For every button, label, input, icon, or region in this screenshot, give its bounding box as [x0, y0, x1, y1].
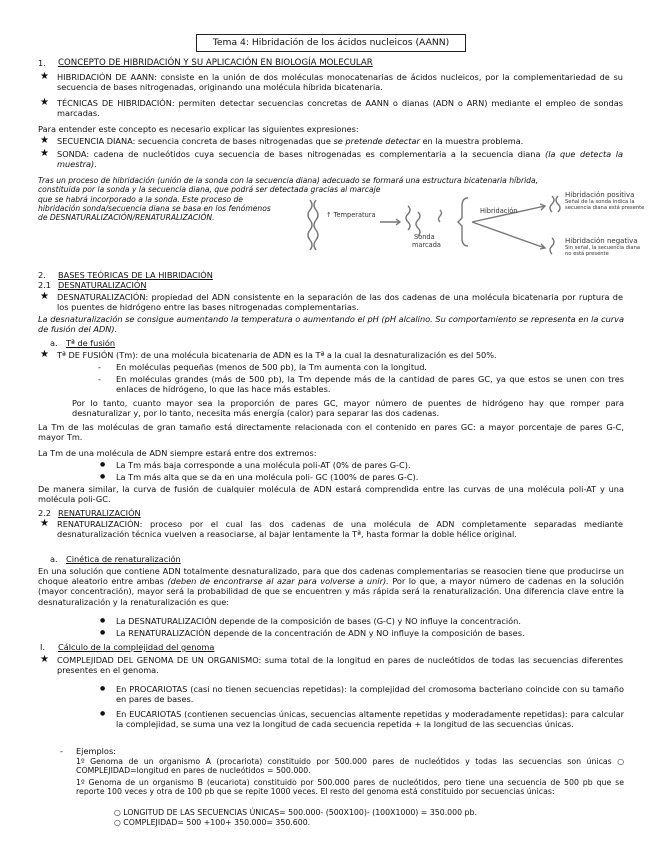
kinetics-heading: Cinética de renaturalización [66, 554, 181, 564]
tf-large-molecules: En moléculas grandes (más de 500 pb), la Tm depende más de la cantidad de pares GC, ya que estos se unen con tres enlaces de hidrógeno, lo que las hace más estables. [116, 374, 624, 395]
section-2-heading: BASES TEÓRICAS DE LA HIBRIDACIÓN [58, 270, 213, 280]
renaturalizacion-definition: RENATURALIZACIÓN: proceso por el cual las dos cadenas de una molécula de ADN completamente separadas mediante desnaturalización técnica vuelven a reasociarse, al bajar lentamente la Tª, hasta formar la doble hélice original. [57, 519, 623, 540]
tf-definition: Tª DE FUSIÓN (Tm): de una molécula bicatenaria de ADN es la Tª a la cual la desnaturalización es del 50%. [57, 350, 497, 360]
arrow-icon [472, 222, 545, 248]
dot-bullet: ● [100, 710, 106, 717]
star-bullet-icon: ★ [40, 71, 49, 82]
diagram-marcada-label: marcada [412, 241, 441, 249]
dot-bullet: ● [100, 685, 106, 692]
bracket-icon [458, 198, 468, 246]
dash-bullet: - [98, 374, 101, 384]
sonda-definition: SONDA: cadena de nucleótidos cuya secuencia de bases nitrogenadas es complementaria a la secuencia diana (la que detecta la muestra). [57, 149, 623, 170]
genome-complexity-heading: Cálculo de la complejidad del genoma [58, 642, 215, 652]
desnaturalizacion-note: La desnaturalización se consigue aumentando la temperatura o aumentando el pH (pH alcalino. Su comportamiento se representa en la curva de fusión del ADN). [38, 314, 624, 335]
tm-extremes-intro: La Tm de una molécula de ADN siempre estará entre dos extremos: [38, 448, 317, 458]
dot-bullet: ● [100, 617, 106, 624]
tecnicas-definition: TÉCNICAS DE HIBRIDACIÓN: permiten detectar secuencias concretas de AANN o dianas (ADN o ARN) mediante el empleo de sondas marcadas. [57, 98, 623, 119]
dash-bullet: - [60, 746, 63, 756]
prokaryotes-complexity: En PROCARIOTAS (casi no tienen secuencias repetidas): la complejidad del cromosoma bacteriano coincide con su tamaño en pares de bases. [116, 684, 624, 705]
tf-heading: Tª de fusión [66, 338, 116, 348]
intro-text: Para entender este concepto es necesario explicar las siguientes expresiones: [38, 124, 359, 134]
page-title: Tema 4: Hibridación de los ácidos nucleicos (AANN) [196, 34, 466, 52]
tm-highest: La Tm más alta que se da en una molécula poli- GC (100% de pares G-C). [116, 472, 419, 482]
secuencia-diana-definition: SECUENCIA DIANA: secuencia concreta de bases nitrogenadas que se pretende detectar en la muestra problema. [57, 136, 524, 146]
dash-bullet: - [98, 362, 101, 372]
negative-hybridization-label: Hibridación negativa Sin señal, la secuencia diana no está presente [565, 237, 641, 257]
star-bullet-icon: ★ [40, 135, 49, 146]
desnaturalizacion-definition: DESNATURALIZACIÓN: propiedad del ADN consistente en la separación de las dos cadenas de una molécula bicatenaria por ruptura de los puentes de hidrógeno entre las bases nitrogenadas complementarias. [57, 292, 623, 313]
star-bullet-icon: ★ [40, 654, 49, 665]
positive-hybridization-label: Hibridación positiva Señal de la sonda indica la secuencia diana está presente [565, 191, 645, 211]
diagram-sonda-label: Sonda [414, 233, 435, 241]
star-bullet-icon: ★ [40, 349, 49, 360]
section-2-number: 2. [38, 270, 46, 280]
subsection-2-2-number: 2.2 [38, 508, 52, 518]
star-bullet-icon: ★ [40, 291, 49, 302]
desnat-vs-renat-2: La RENATURALIZACIÓN depende de la concentración de ADN y NO influye la composición de bases. [116, 628, 525, 638]
example-eukaryote: 1º Genoma de un organismo B (eucariota) constituido por 500.000 pares de nucleótidos, pero tiene una secuencia de 500 pb que se reporte 100 veces y otra de 100 pb que se repite 1000 veces. El resto del genoma está constituido por secuencias únicas: [76, 778, 624, 797]
unique-sequences-length: ○ LONGITUD DE LAS SECUENCIAS ÚNICAS= 500.000- (500X100)- (100X1000) = 350.000 pb. [114, 808, 477, 817]
diagram-temperature-label: ↑ Temperatura [326, 211, 376, 219]
dot-bullet: ● [100, 629, 106, 636]
single-strand-icon [406, 206, 410, 230]
item-a-marker: a. [50, 554, 58, 564]
star-bullet-icon: ★ [40, 97, 49, 108]
star-bullet-icon: ★ [40, 148, 49, 159]
tm-gc-relation: La Tm de las moléculas de gran tamaño está directamente relacionada con el contenido en pares GC: a mayor porcentaje de pares G-C, mayor Tm. [38, 422, 624, 443]
tf-conclusion: Por lo tanto, cuanto mayor sea la proporción de pares GC, mayor número de puentes de hidrógeno hay que romper para desnaturalizar y, por lo tanto, necesita más energía (calor) para separar las dos cadenas. [72, 398, 624, 419]
subsection-2-1-number: 2.1 [38, 280, 52, 290]
item-a-marker: a. [50, 338, 58, 348]
hybrid-helix-icon [550, 196, 560, 212]
examples-label: Ejemplos: [76, 746, 116, 756]
negative-strand-icon [550, 238, 554, 254]
melting-curve-note: De manera similar, la curva de fusión de cualquier molécula de ADN estará comprendida entre las curvas de una molécula poli-AT y una molécula poli-GC. [38, 484, 624, 505]
subsection-2-2-title: RENATURALIZACIÓN [58, 508, 141, 518]
eukaryotes-complexity: En EUCARIOTAS (contienen secuencias únicas, secuencias altamente repetidas y moderadamente repetidas): para calcular la complejidad, se suma una vez la longitud de cada secuencia repetida + la longitud de las secuencias únicas. [116, 709, 624, 730]
dna-double-helix-icon [308, 200, 318, 250]
complexity-result: ○ COMPLEJIDAD= 500 +100+ 350.000= 350.600. [114, 818, 311, 827]
section-1-number: 1. [38, 58, 46, 68]
section-1-heading: CONCEPTO DE HIBRIDACIÓN Y SU APLICACIÓN EN BIOLOGÍA MOLECULAR [58, 58, 373, 68]
probe-strand-icon [439, 210, 442, 222]
genome-complexity-definition: COMPLEJIDAD DEL GENOMA DE UN ORGANISMO: suma total de la longitud en pares de nucleótidos de todas las secuencias diferentes presentes en el genoma. [57, 655, 623, 676]
kinetics-paragraph: En una solución que contiene ADN totalmente desnaturalizado, para que dos cadenas complementarias se reasocien tiene que producirse un choque aleatorio entre ambas (deben de encontrarse al azar para volverse a unir). Por lo que, a mayor número de cadenas en la solución (mayor concentración), mayor será la probabilidad de que se encuentren y más rápida será la renaturalización. Una diferencia clave entre la desnaturalización y la renaturalización es que: [38, 566, 624, 607]
desnat-vs-renat-1: La DESNATURALIZACIÓN depende de la composición de bases (G-C) y NO influye la concentración. [116, 616, 521, 626]
tf-small-molecules: En moléculas pequeñas (menos de 500 pb), la Tm aumenta con la longitud. [116, 362, 428, 372]
tm-lowest: La Tm más baja corresponde a una molécula poli-AT (0% de pares G-C). [116, 460, 411, 470]
roman-numeral-marker: I. [40, 642, 46, 652]
dot-bullet: ● [100, 473, 106, 480]
subsection-2-1-title: DESNATURALIZACIÓN [58, 280, 147, 290]
dot-bullet: ● [100, 461, 106, 468]
example-prokaryote: 1º Genoma de un organismo A (procariota) constituido por 500.000 pares de nucleótidos y todas las secuencias son únicas ○ COMPLEJIDAD=longitud en pares de nucleótidos = 500.000. [76, 757, 624, 776]
hibridacion-definition: HIBRIDACIÓN DE AANN: consiste en la unión de dos moléculas monocatenarias de ácidos nucleicos, por la complementariedad de su secuencia de bases nitrogenadas, originando una molécula híbrida bicatenaria. [57, 72, 623, 93]
diagram-hibridacion-label: Hibridación [480, 207, 518, 215]
star-bullet-icon: ★ [40, 518, 49, 529]
hibridacion-process-note: Tras un proceso de hibridación (unión de la sonda con la secuencia diana) adecuado se formará una estructura bicatenaria híbrida, constituida por la sonda y la secuencia diana, que podrá ser detectada gracias al marcaje que se habrá incorporado a la sonda. Este proceso de hibridación sonda/secuencia diana se basa en los fenómenos de DESNATURALIZACIÓN/RENATURALIZACIÓN. [38, 176, 539, 223]
